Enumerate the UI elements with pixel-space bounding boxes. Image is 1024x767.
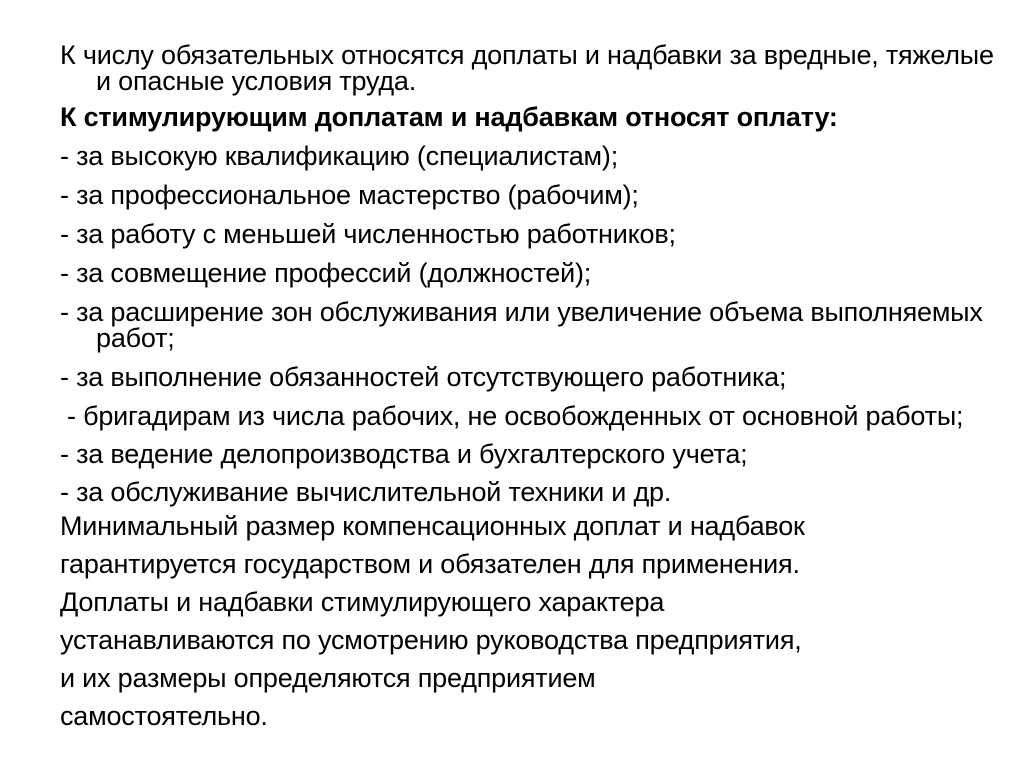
list-item: - бригадирам из числа рабочих, не освобожденных от основной работы; [67, 401, 964, 431]
list-item: - за выполнение обязанностей отсутствующего работника; [60, 362, 787, 392]
stimulating-line: Доплаты и надбавки стимулирующего характера [60, 587, 665, 617]
minimum-line: гарантируется государством и обязателен для применения. [60, 549, 800, 579]
list-item: - за обслуживание вычислительной техники и др. [60, 477, 672, 507]
list-item: - за работу с меньшей численностью работников; [60, 219, 676, 249]
list-item: - за расширение зон обслуживания или увеличение объема выполняемых работ; [60, 297, 983, 353]
stimulating-line: и их размеры определяются предприятием [60, 663, 596, 693]
stimulating-line: самостоятельно. [60, 701, 268, 731]
minimum-line: Минимальный размер компенсационных доплат и надбавок [60, 511, 805, 541]
intro-paragraph: К числу обязательных относятся доплаты и надбавки за вредные, тяжелые и опасные условия труда. [60, 40, 994, 96]
list-item: - за профессиональное мастерство (рабочим); [60, 180, 639, 210]
list-item: - за высокую квалификацию (специалистам); [60, 141, 619, 171]
section-heading: К стимулирующим доплатам и надбавкам относят оплату: [60, 102, 838, 132]
list-item: - за ведение делопроизводства и бухгалтерского учета; [60, 439, 748, 469]
stimulating-line: устанавливаются по усмотрению руководства предприятия, [60, 625, 802, 655]
list-item: - за совмещение профессий (должностей); [60, 258, 592, 288]
